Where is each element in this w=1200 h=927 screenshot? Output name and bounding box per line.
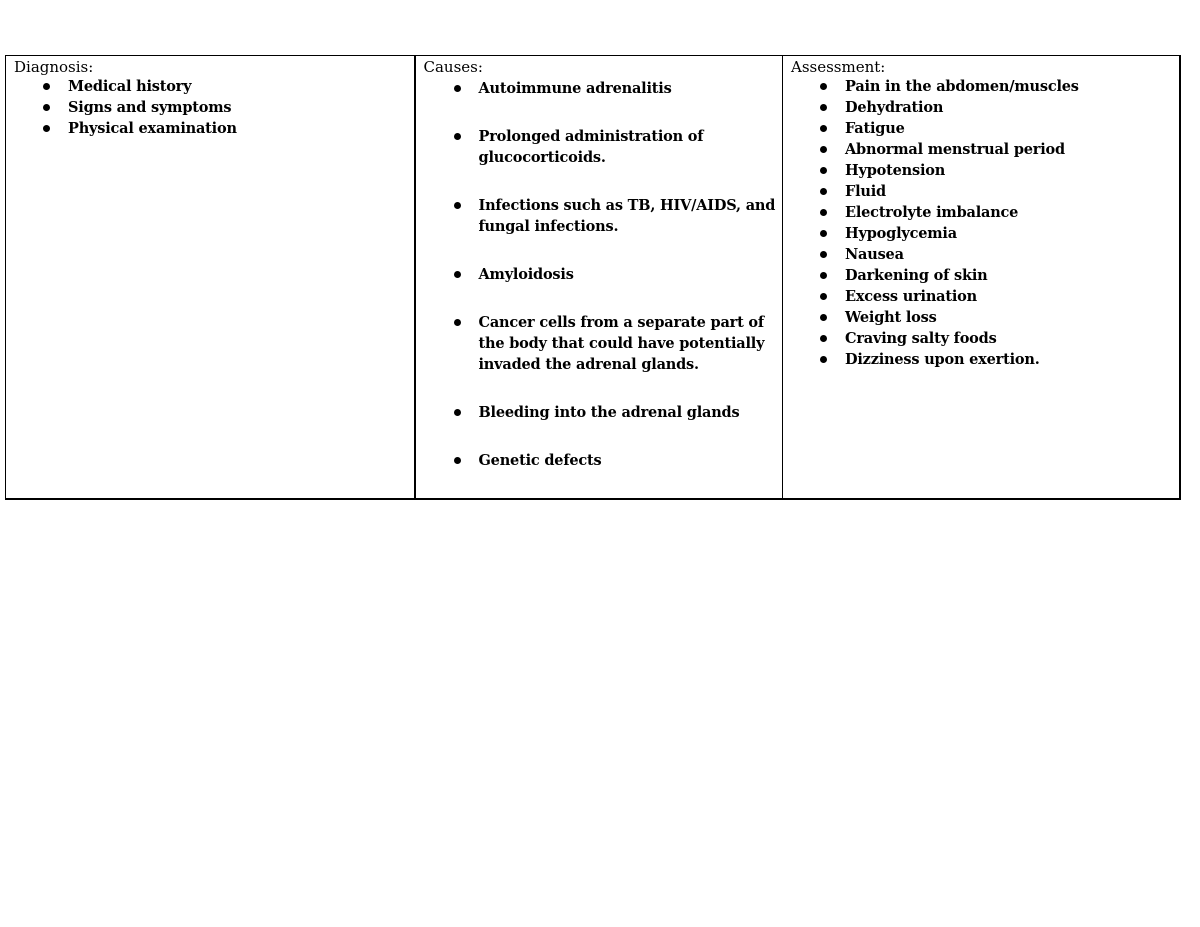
bullet-icon: [43, 104, 50, 111]
list-item-text: Fluid: [845, 183, 886, 200]
causes-heading: Causes:: [423, 58, 483, 76]
list-item: [845, 328, 1179, 349]
bullet-icon: [820, 83, 827, 90]
list-item-text: Prolonged administration of glucocorticoids.: [478, 128, 704, 166]
bullet-icon: [454, 271, 461, 278]
causes-list: [479, 78, 783, 471]
diagnosis-cell: [6, 56, 415, 500]
list-item: [845, 286, 1179, 307]
list-item: [845, 181, 1179, 202]
bullet-icon: [820, 314, 827, 321]
diagnosis-list: [68, 76, 414, 139]
list-item: [845, 160, 1179, 181]
list-item-text: Autoimmune adrenalitis: [478, 80, 672, 97]
list-item-text: Infections such as TB, HIV/AIDS, and fungal infections.: [478, 197, 776, 235]
list-item-text: Genetic defects: [478, 452, 602, 469]
list-item: [479, 312, 783, 375]
list-item: [845, 139, 1179, 160]
bullet-icon: [820, 272, 827, 279]
list-item: [845, 97, 1179, 118]
bullet-icon: [820, 230, 827, 237]
list-item: [68, 76, 414, 97]
assessment-cell: [783, 56, 1180, 500]
list-item-text: Amyloidosis: [478, 266, 574, 283]
list-item-text: Abnormal menstrual period: [845, 141, 1065, 158]
list-item-text: Craving salty foods: [845, 330, 997, 347]
list-item-text: Signs and symptoms: [68, 99, 232, 116]
bullet-icon: [820, 293, 827, 300]
bullet-icon: [43, 83, 50, 90]
list-item-text: Fatigue: [845, 120, 905, 137]
bullet-icon: [820, 335, 827, 342]
list-item: [845, 307, 1179, 328]
list-item-text: Excess urination: [845, 288, 977, 305]
list-item-text: Dizziness upon exertion.: [845, 351, 1040, 368]
list-item: [479, 264, 783, 285]
assessment-heading: Assessment:: [791, 58, 886, 76]
list-item: [845, 118, 1179, 139]
bullet-icon: [820, 209, 827, 216]
list-item: [845, 349, 1179, 370]
list-item-text: Nausea: [845, 246, 904, 263]
list-item: [845, 265, 1179, 286]
list-item-text: Medical history: [68, 78, 192, 95]
list-item-text: Electrolyte imbalance: [845, 204, 1019, 221]
bullet-icon: [454, 319, 461, 326]
bullet-icon: [820, 356, 827, 363]
table-row: [6, 56, 1180, 500]
list-item: [68, 97, 414, 118]
bullet-icon: [43, 125, 50, 132]
list-item: [479, 126, 783, 168]
list-item: [479, 195, 783, 237]
list-item: [845, 76, 1179, 97]
list-item-text: Dehydration: [845, 99, 944, 116]
bullet-icon: [820, 146, 827, 153]
list-item-text: Physical examination: [68, 120, 237, 137]
bullet-icon: [454, 409, 461, 416]
list-item-text: Weight loss: [845, 309, 937, 326]
bullet-icon: [820, 104, 827, 111]
causes-cell: [415, 56, 783, 500]
bullet-icon: [820, 251, 827, 258]
list-item-text: Cancer cells from a separate part of the body that could have potentially invaded the adrenal glands.: [478, 314, 765, 373]
list-item-text: Darkening of skin: [845, 267, 988, 284]
list-item-text: Hypoglycemia: [845, 225, 957, 242]
list-item-text: Bleeding into the adrenal glands: [478, 404, 740, 421]
diagnosis-heading: Diagnosis:: [14, 58, 94, 76]
list-item: [845, 202, 1179, 223]
bullet-icon: [454, 202, 461, 209]
bullet-icon: [820, 167, 827, 174]
list-item: [479, 450, 783, 471]
bullet-icon: [820, 188, 827, 195]
list-item-text: Hypotension: [845, 162, 946, 179]
list-item: [479, 78, 783, 99]
assessment-list: [845, 76, 1179, 370]
list-item-text: Pain in the abdomen/muscles: [845, 78, 1079, 95]
list-item: [845, 244, 1179, 265]
bullet-icon: [454, 133, 461, 140]
bullet-icon: [820, 125, 827, 132]
care-plan-table: [5, 55, 1181, 500]
list-item: [845, 223, 1179, 244]
bullet-icon: [454, 85, 461, 92]
bullet-icon: [454, 457, 461, 464]
list-item: [68, 118, 414, 139]
list-item: [479, 402, 783, 423]
